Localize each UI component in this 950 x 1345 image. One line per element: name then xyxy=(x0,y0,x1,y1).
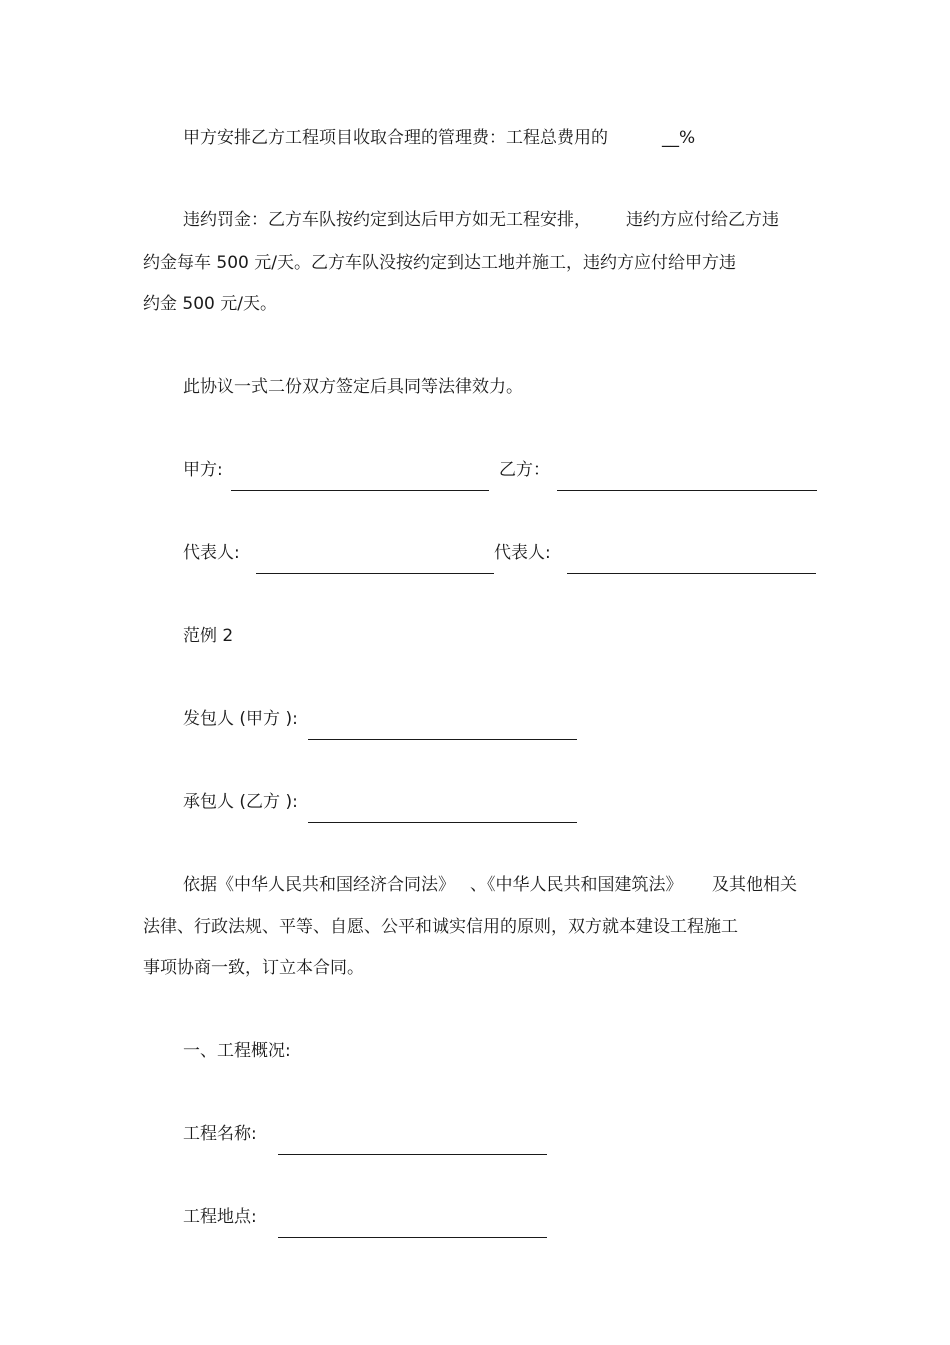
example-heading: 范例 2 xyxy=(183,626,234,646)
penalty-line-1b: 违约方应付给乙方违 xyxy=(626,210,779,230)
basis-line-1a: 依据《中华人民共和国经济合同法》 xyxy=(183,875,455,895)
basis-line-1b: 、《中华人民共和国建筑法》 xyxy=(470,875,683,895)
party-a-blank[interactable] xyxy=(231,478,489,495)
contractor-label: 承包人 (乙方 ): xyxy=(183,792,298,812)
party-b-label: 乙方： xyxy=(499,460,550,480)
project-location-blank[interactable] xyxy=(278,1225,547,1242)
mgmt-fee-text: 甲方安排乙方工程项目收取合理的管理费：工程总费用的 xyxy=(183,128,608,148)
section-1-heading: 一、工程概况: xyxy=(183,1041,291,1061)
party-a-label: 甲方: xyxy=(183,460,223,480)
penalty-line-3: 约金 500 元/天。 xyxy=(143,294,277,314)
validity-statement: 此协议一式二份双方签定后具同等法律效力。 xyxy=(183,377,523,397)
penalty-line-2: 约金每车 500 元/天。乙方车队没按约定到达工地并施工，违约方应付给甲方违 xyxy=(143,253,736,273)
rep-a-blank[interactable] xyxy=(256,561,494,578)
contractor-blank[interactable] xyxy=(308,810,577,827)
issuer-blank[interactable] xyxy=(308,727,577,744)
rep-b-label: 代表人: xyxy=(494,543,551,563)
basis-line-1c: 及其他相关 xyxy=(712,875,797,895)
party-b-blank[interactable] xyxy=(557,478,817,495)
mgmt-fee-percent-blank[interactable]: __% xyxy=(662,128,696,148)
project-location-label: 工程地点: xyxy=(183,1207,257,1227)
project-name-label: 工程名称: xyxy=(183,1124,257,1144)
project-name-blank[interactable] xyxy=(278,1142,547,1159)
rep-a-label: 代表人: xyxy=(183,543,240,563)
issuer-label: 发包人 (甲方 ): xyxy=(183,709,298,729)
basis-line-3: 事项协商一致，订立本合同。 xyxy=(143,958,364,978)
penalty-line-1: 违约罚金：乙方车队按约定到达后甲方如无工程安排， xyxy=(183,210,591,230)
rep-b-blank[interactable] xyxy=(567,561,816,578)
basis-line-2: 法律、行政法规、平等、自愿、公平和诚实信用的原则，双方就本建设工程施工 xyxy=(143,917,738,937)
